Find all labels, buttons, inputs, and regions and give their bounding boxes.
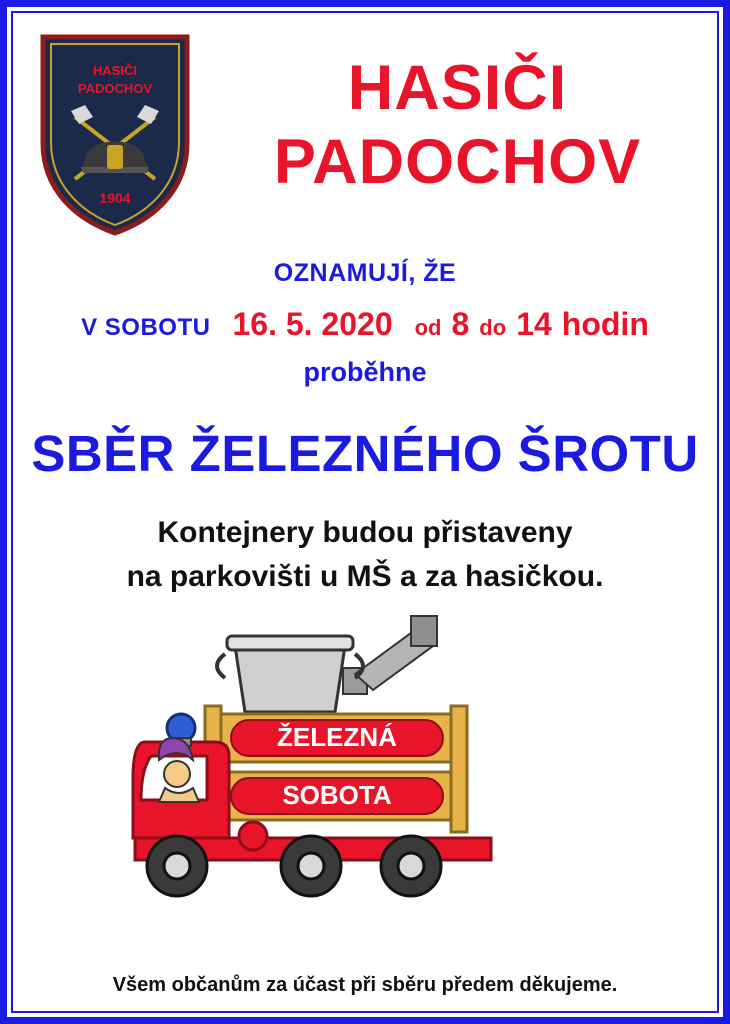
date-line xyxy=(13,306,717,343)
title-line-2: PADOCHOV xyxy=(273,127,642,198)
sign-boards xyxy=(205,706,467,832)
truck-emblem-icon xyxy=(239,822,267,850)
truck-illustration xyxy=(13,610,717,910)
badge-top-text-2: PADOCHOV xyxy=(77,81,153,96)
sign-text-2: SOBOTA xyxy=(282,780,392,810)
poster-title xyxy=(208,51,707,200)
will-happen-text: proběhne xyxy=(303,357,427,387)
day-label: V SOBOTU xyxy=(81,314,211,341)
event-headline: SBĚR ŽELEZNÉHO ŠROTU xyxy=(31,425,699,482)
poster-header xyxy=(13,13,717,243)
info-block xyxy=(13,511,717,598)
fire-brigade-badge-icon xyxy=(35,31,195,239)
scrap-truck-icon xyxy=(115,610,615,900)
poster-footer: Všem občanům za účast při sběru předem děkujeme. xyxy=(112,974,618,996)
announce-text: OZNAMUJÍ, ŽE xyxy=(273,259,457,287)
announcement-block xyxy=(13,259,717,388)
info-line-1: Kontejnery budou přistaveny xyxy=(157,516,573,549)
info-line-2: na parkovišti u MŠ a za hasičkou. xyxy=(126,559,604,593)
event-date: 16. 5. 2020 xyxy=(232,306,393,342)
from-label: od xyxy=(414,315,442,340)
to-hour: 14 xyxy=(516,306,552,342)
poster-inner-frame xyxy=(11,11,719,1013)
sign-text-1: ŽELEZNÁ xyxy=(277,722,397,752)
title-line-1: HASIČI xyxy=(347,53,568,123)
hours-word: hodin xyxy=(561,306,649,342)
badge-top-text-1: HASIČI xyxy=(92,63,138,78)
to-label: do xyxy=(479,315,507,340)
badge-year: 1904 xyxy=(99,190,131,206)
scrap-pot-icon xyxy=(217,636,363,712)
from-hour: 8 xyxy=(451,306,470,342)
